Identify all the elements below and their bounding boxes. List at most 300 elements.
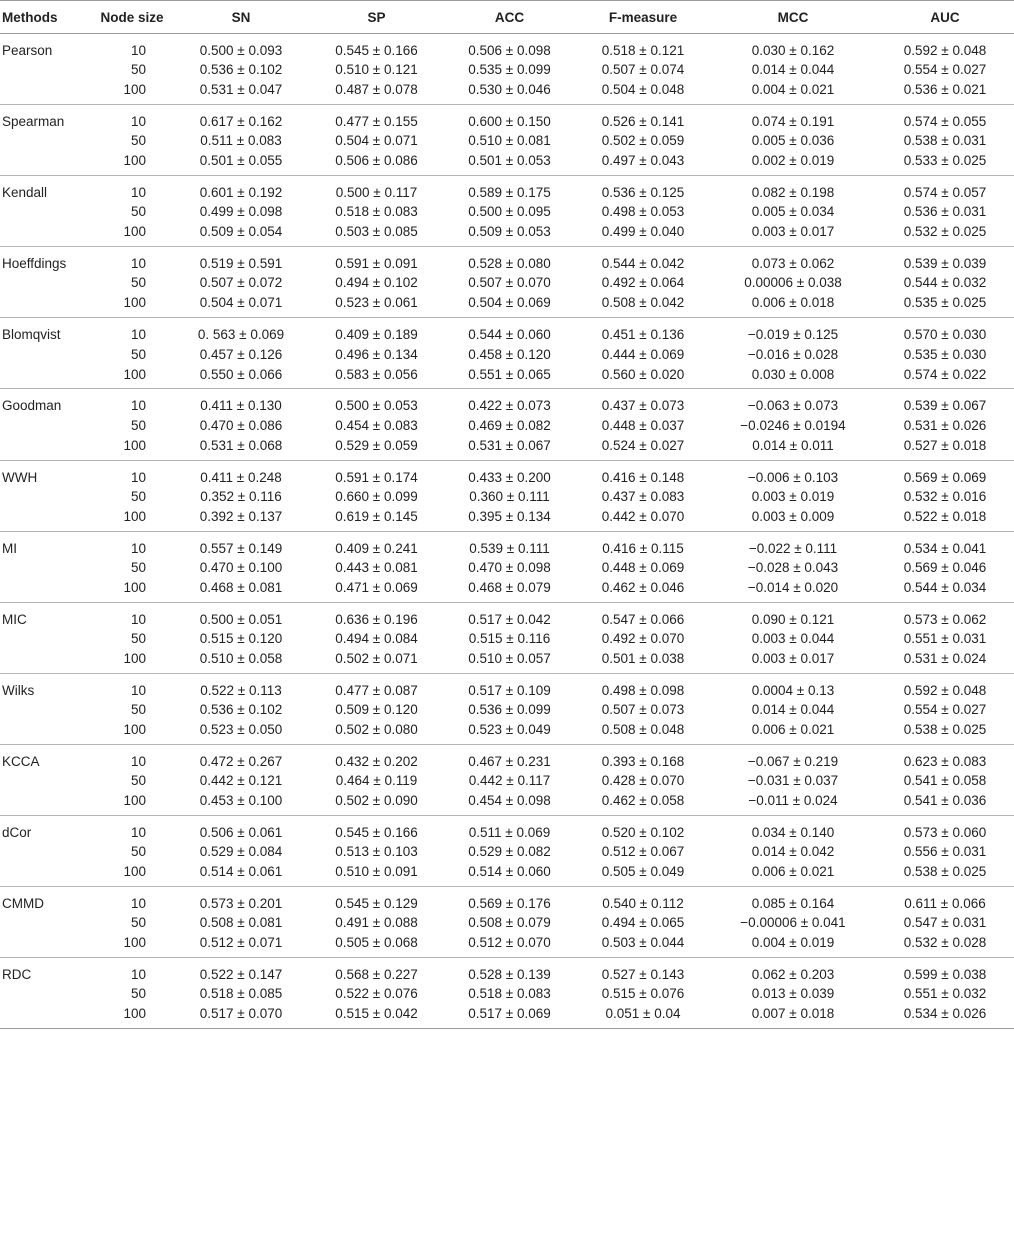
f-measure-cell: 0.448 ± 0.069 [601,559,685,575]
sp-cell: 0.500 ± 0.053 [335,398,418,414]
sn-cell: 0.573 ± 0.201 [199,896,283,912]
table-row [0,934,1014,957]
f-measure-cell: 0.508 ± 0.042 [601,295,685,311]
auc-cell: 0.539 ± 0.039 [903,256,987,272]
f-measure-cell: 0.492 ± 0.064 [601,275,685,291]
f-measure-cell: 0.462 ± 0.046 [601,579,685,595]
sn-cell: 0.508 ± 0.081 [199,915,283,931]
f-measure-cell: 0.499 ± 0.040 [601,224,685,240]
mcc-cell: 0.003 ± 0.009 [751,508,835,524]
sn-cell: 0.411 ± 0.248 [200,469,282,485]
acc-cell: 0.454 ± 0.098 [468,793,551,809]
f-measure-cell: 0.494 ± 0.065 [601,915,685,931]
auc-cell: 0.538 ± 0.025 [903,864,987,880]
f-measure-cell: 0.448 ± 0.037 [601,417,685,433]
header-row [0,1,1014,34]
table-row [0,840,1014,863]
acc-cell: 0.504 ± 0.069 [468,295,551,311]
node-size-cell: 100 [123,722,146,738]
method-name-cell [0,698,92,721]
f-measure-cell: 0.502 ± 0.059 [601,133,685,149]
sp-cell: 0.510 ± 0.091 [335,864,418,880]
auc-cell: 0.544 ± 0.032 [903,275,987,291]
node-size-cell: 50 [130,773,146,789]
f-measure-cell: 0.540 ± 0.112 [602,896,684,912]
table-row [0,318,1014,343]
method-name-cell [0,911,92,934]
mcc-cell: 0.002 ± 0.019 [751,153,835,169]
sn-cell: 0.531 ± 0.068 [199,437,283,453]
acc-cell: 0.514 ± 0.060 [468,864,551,880]
auc-cell: 0.574 ± 0.022 [903,366,987,382]
auc-cell: 0.623 ± 0.083 [903,753,987,769]
method-group [0,602,1014,673]
method-name-cell: MI [2,540,17,556]
method-name-cell [0,863,92,886]
f-measure-cell: 0.437 ± 0.073 [601,398,685,414]
mcc-cell: −0.0246 ± 0.0194 [740,417,846,433]
method-name-cell [0,342,92,365]
mcc-cell: 0.013 ± 0.039 [751,986,835,1002]
f-measure-cell: 0.518 ± 0.121 [601,43,685,58]
method-name-cell [0,81,92,104]
sp-cell: 0.518 ± 0.083 [335,204,418,220]
sn-cell: 0.442 ± 0.121 [199,773,283,789]
table-row [0,721,1014,744]
method-name-cell [0,769,92,792]
node-size-cell: 10 [130,469,146,485]
table-row [0,295,1014,318]
sn-cell: 0.468 ± 0.081 [199,579,283,595]
mcc-cell: 0.006 ± 0.021 [751,722,835,738]
mcc-cell: 0.082 ± 0.198 [751,185,835,201]
sp-cell: 0.496 ± 0.134 [335,346,418,362]
node-size-cell: 10 [130,398,146,414]
table-row [0,579,1014,602]
sn-cell: 0.512 ± 0.071 [199,935,283,951]
method-group [0,531,1014,602]
table-row [0,958,1014,983]
node-size-cell: 100 [123,1006,146,1022]
sp-cell: 0.409 ± 0.189 [335,327,418,343]
acc-cell: 0.517 ± 0.109 [468,682,551,698]
acc-cell: 0.442 ± 0.117 [468,773,551,789]
f-measure-cell: 0.504 ± 0.048 [601,82,685,98]
mcc-cell: 0.003 ± 0.017 [751,224,835,240]
table-row [0,816,1014,841]
method-name-cell [0,792,92,815]
sn-cell: 0.352 ± 0.116 [200,488,282,504]
sp-cell: 0.494 ± 0.102 [335,275,418,291]
auc-cell: 0.574 ± 0.055 [903,114,987,130]
method-group [0,34,1014,105]
node-size-cell: 100 [123,793,146,809]
f-measure-cell: 0.498 ± 0.098 [601,682,685,698]
sn-cell: 0.550 ± 0.066 [199,366,283,382]
mcc-cell: 0.034 ± 0.140 [751,825,835,841]
mcc-cell: 0.005 ± 0.036 [751,133,835,149]
acc-cell: 0.468 ± 0.079 [468,579,551,595]
table-row [0,58,1014,81]
method-name-cell [0,982,92,1005]
node-size-cell: 50 [130,417,146,433]
node-size-cell: 100 [123,224,146,240]
method-name-cell: Blomqvist [2,327,61,343]
mcc-cell: 0.030 ± 0.008 [751,366,835,382]
table-row [0,460,1014,485]
method-group [0,887,1014,958]
f-measure-cell: 0.416 ± 0.115 [602,540,684,556]
sn-cell: 0.504 ± 0.071 [199,295,283,311]
mcc-cell: 0.004 ± 0.021 [751,82,835,98]
table-row [0,223,1014,246]
mcc-cell: −0.011 ± 0.024 [748,793,838,809]
acc-cell: 0.467 ± 0.231 [468,753,551,769]
auc-cell: 0.551 ± 0.031 [903,630,987,646]
auc-cell: 0.535 ± 0.025 [903,295,987,311]
f-measure-cell: 0.524 ± 0.027 [601,437,685,453]
method-name-cell: Pearson [2,43,53,58]
mcc-cell: 0.014 ± 0.044 [751,62,835,78]
acc-cell: 0.506 ± 0.098 [468,43,551,58]
acc-cell: 0.433 ± 0.200 [468,469,551,485]
sp-cell: 0.454 ± 0.083 [335,417,418,433]
sp-cell: 0.502 ± 0.090 [335,793,418,809]
table-row [0,887,1014,912]
node-size-cell: 50 [130,559,146,575]
sn-cell: 0.511 ± 0.083 [200,133,282,149]
f-measure-cell: 0.520 ± 0.102 [601,825,685,841]
sn-cell: 0.392 ± 0.137 [199,508,283,524]
acc-cell: 0.544 ± 0.060 [468,327,551,343]
method-group [0,744,1014,815]
sn-cell: 0.517 ± 0.070 [199,1006,283,1022]
sp-cell: 0.510 ± 0.121 [335,62,418,78]
acc-cell: 0.511 ± 0.069 [468,825,551,841]
mcc-cell: 0.005 ± 0.034 [751,204,835,220]
sn-cell: 0.453 ± 0.100 [199,793,283,809]
mcc-cell: 0.074 ± 0.191 [751,114,835,130]
acc-cell: 0.589 ± 0.175 [468,185,551,201]
mcc-cell: 0.004 ± 0.019 [751,935,835,951]
f-measure-cell: 0.507 ± 0.073 [601,701,685,717]
table-row [0,389,1014,414]
f-measure-cell: 0.393 ± 0.168 [601,753,685,769]
sp-cell: 0.432 ± 0.202 [335,753,418,769]
sp-cell: 0.545 ± 0.166 [335,825,418,841]
acc-cell: 0.523 ± 0.049 [468,722,551,738]
method-group [0,816,1014,887]
table-row [0,744,1014,769]
mcc-cell: −0.006 ± 0.103 [747,469,839,485]
sp-cell: 0.464 ± 0.119 [335,773,418,789]
node-size-cell: 10 [130,753,146,769]
sn-cell: 0.519 ± 0.591 [199,256,283,272]
mcc-cell: 0.003 ± 0.044 [751,630,835,646]
method-group [0,176,1014,247]
f-measure-cell: 0.527 ± 0.143 [601,967,685,983]
node-size-cell: 100 [123,935,146,951]
method-name-cell [0,437,92,460]
sp-cell: 0.591 ± 0.091 [335,256,418,272]
auc-cell: 0.539 ± 0.067 [903,398,987,414]
node-size-cell: 10 [130,611,146,627]
mcc-cell: 0.003 ± 0.019 [751,488,835,504]
sp-cell: 0.504 ± 0.071 [335,133,418,149]
acc-cell: 0.458 ± 0.120 [468,346,551,362]
mcc-cell: −0.014 ± 0.020 [747,579,839,595]
column-header-auc: AUC [876,1,1014,34]
auc-cell: 0.534 ± 0.026 [903,1006,987,1022]
table-row [0,650,1014,673]
sp-cell: 0.568 ± 0.227 [335,967,418,983]
auc-cell: 0.527 ± 0.018 [903,437,987,453]
acc-cell: 0.517 ± 0.069 [468,1006,551,1022]
mcc-cell: −0.016 ± 0.028 [747,346,839,362]
f-measure-cell: 0.515 ± 0.076 [601,986,685,1002]
method-name-cell [0,366,92,389]
node-size-cell: 100 [123,579,146,595]
column-header-sp: SP [310,1,443,34]
acc-cell: 0.469 ± 0.082 [468,417,551,433]
method-name-cell [0,840,92,863]
acc-cell: 0.517 ± 0.042 [468,611,551,627]
method-name-cell [0,223,92,246]
auc-cell: 0.599 ± 0.038 [903,967,987,983]
acc-cell: 0.395 ± 0.134 [468,508,551,524]
sn-cell: 0.518 ± 0.085 [199,986,283,1002]
f-measure-cell: 0.497 ± 0.043 [601,153,685,169]
mcc-cell: −0.067 ± 0.219 [747,753,839,769]
acc-cell: 0.539 ± 0.111 [469,540,550,556]
acc-cell: 0.600 ± 0.150 [468,114,551,130]
table-row [0,602,1014,627]
auc-cell: 0.541 ± 0.036 [903,793,987,809]
table-row [0,769,1014,792]
column-header-f-measure: F-measure [576,1,710,34]
f-measure-cell: 0.051 ± 0.04 [605,1006,681,1022]
mcc-cell: 0.014 ± 0.044 [751,701,835,717]
acc-cell: 0.360 ± 0.111 [469,488,550,504]
mcc-cell: 0.007 ± 0.018 [751,1006,835,1022]
mcc-cell: 0.006 ± 0.021 [751,864,835,880]
node-size-cell: 100 [123,82,146,98]
sn-cell: 0.522 ± 0.147 [199,967,283,983]
method-name-cell [0,934,92,957]
sn-cell: 0.536 ± 0.102 [199,62,283,78]
mcc-cell: −0.031 ± 0.037 [747,773,839,789]
method-name-cell: Hoeffdings [2,256,67,272]
node-size-cell: 50 [130,915,146,931]
sp-cell: 0.491 ± 0.088 [335,915,418,931]
node-size-cell: 10 [130,825,146,841]
sp-cell: 0.502 ± 0.080 [335,722,418,738]
sp-cell: 0.583 ± 0.056 [335,366,418,382]
f-measure-cell: 0.560 ± 0.020 [601,366,685,382]
mcc-cell: −0.028 ± 0.043 [747,559,839,575]
method-name-cell: MIC [2,611,27,627]
sp-cell: 0.515 ± 0.042 [335,1006,418,1022]
mcc-cell: 0.003 ± 0.017 [751,650,835,666]
auc-cell: 0.535 ± 0.030 [903,346,987,362]
mcc-cell: −0.022 ± 0.111 [748,540,838,556]
auc-cell: 0.532 ± 0.025 [903,224,987,240]
auc-cell: 0.536 ± 0.021 [903,82,987,98]
method-name-cell: dCor [2,825,32,841]
sn-cell: 0.506 ± 0.061 [199,825,283,841]
table-row [0,792,1014,815]
node-size-cell: 50 [130,62,146,78]
f-measure-cell: 0.462 ± 0.058 [601,793,685,809]
method-name-cell [0,485,92,508]
table-row [0,152,1014,175]
method-name-cell [0,627,92,650]
node-size-cell: 100 [123,508,146,524]
method-name-cell: WWH [2,469,38,485]
node-size-cell: 50 [130,488,146,504]
f-measure-cell: 0.536 ± 0.125 [601,185,685,201]
f-measure-cell: 0.503 ± 0.044 [601,935,685,951]
table-row [0,34,1014,59]
sp-cell: 0.509 ± 0.120 [335,701,418,717]
node-size-cell: 50 [130,346,146,362]
auc-cell: 0.611 ± 0.066 [904,896,986,912]
sp-cell: 0.513 ± 0.103 [335,844,418,860]
method-name-cell [0,129,92,152]
sn-cell: 0.510 ± 0.058 [199,650,283,666]
method-name-cell [0,1006,92,1029]
mcc-cell: 0.030 ± 0.162 [751,43,835,58]
mcc-cell: −0.063 ± 0.073 [747,398,839,414]
auc-cell: 0.538 ± 0.025 [903,722,987,738]
f-measure-cell: 0.512 ± 0.067 [601,844,685,860]
f-measure-cell: 0.428 ± 0.070 [601,773,685,789]
acc-cell: 0.501 ± 0.053 [468,153,551,169]
auc-cell: 0.536 ± 0.031 [903,204,987,220]
acc-cell: 0.512 ± 0.070 [468,935,551,951]
sp-cell: 0.409 ± 0.241 [335,540,418,556]
table-row [0,485,1014,508]
sn-cell: 0.457 ± 0.126 [199,346,283,362]
method-group [0,318,1014,389]
sn-cell: 0.536 ± 0.102 [199,701,283,717]
acc-cell: 0.569 ± 0.176 [468,896,551,912]
sn-cell: 0.500 ± 0.051 [199,611,283,627]
sp-cell: 0.503 ± 0.085 [335,224,418,240]
table-row [0,627,1014,650]
auc-cell: 0.554 ± 0.027 [903,701,987,717]
auc-cell: 0.534 ± 0.041 [903,540,987,556]
node-size-cell: 100 [123,437,146,453]
auc-cell: 0.573 ± 0.060 [903,825,987,841]
auc-cell: 0.532 ± 0.028 [903,935,987,951]
method-name-cell: Goodman [2,398,62,414]
acc-cell: 0.530 ± 0.046 [468,82,551,98]
column-header-acc: ACC [443,1,576,34]
method-name-cell [0,413,92,436]
mcc-cell: 0.00006 ± 0.038 [744,275,842,291]
acc-cell: 0.507 ± 0.070 [468,275,551,291]
method-name-cell: CMMD [2,896,44,912]
table-row [0,200,1014,223]
column-header-methods: Methods [0,1,92,34]
sp-cell: 0.471 ± 0.069 [335,579,418,595]
sn-cell: 0.501 ± 0.055 [199,153,283,169]
method-name-cell: Kendall [2,185,48,201]
acc-cell: 0.510 ± 0.081 [468,133,551,149]
table-row [0,437,1014,460]
method-name-cell [0,721,92,744]
mcc-cell: 0.014 ± 0.011 [752,437,834,453]
method-name-cell [0,200,92,223]
auc-cell: 0.531 ± 0.026 [903,417,987,433]
mcc-cell: 0.090 ± 0.121 [751,611,835,627]
table-row [0,556,1014,579]
sp-cell: 0.506 ± 0.086 [335,153,418,169]
method-name-cell: Wilks [2,682,35,698]
node-size-cell: 10 [130,967,146,983]
mcc-cell: 0.073 ± 0.062 [751,256,835,272]
auc-cell: 0.544 ± 0.034 [903,579,987,595]
acc-cell: 0.531 ± 0.067 [468,437,551,453]
mcc-cell: −0.00006 ± 0.041 [740,915,846,931]
mcc-cell: 0.014 ± 0.042 [751,844,835,860]
f-measure-cell: 0.437 ± 0.083 [601,488,685,504]
f-measure-cell: 0.498 ± 0.053 [601,204,685,220]
table-row [0,105,1014,130]
node-size-cell: 10 [130,114,146,130]
method-name-cell [0,271,92,294]
auc-cell: 0.556 ± 0.031 [903,844,987,860]
node-size-cell: 50 [130,701,146,717]
mcc-cell: −0.019 ± 0.125 [747,327,839,343]
method-name-cell: Spearman [2,114,65,130]
table-row [0,982,1014,1005]
sn-cell: 0.472 ± 0.267 [199,753,283,769]
node-size-cell: 50 [130,844,146,860]
table-header [0,1,1014,34]
table-row [0,247,1014,272]
sn-cell: 0.601 ± 0.192 [199,185,283,201]
acc-cell: 0.510 ± 0.057 [468,650,551,666]
column-header-sn: SN [172,1,310,34]
sp-cell: 0.545 ± 0.129 [335,896,418,912]
auc-cell: 0.532 ± 0.016 [903,488,987,504]
method-group [0,247,1014,318]
sn-cell: 0.470 ± 0.086 [199,417,283,433]
f-measure-cell: 0.416 ± 0.148 [601,469,685,485]
sp-cell: 0.529 ± 0.059 [335,437,418,453]
acc-cell: 0.536 ± 0.099 [468,701,551,717]
column-header-mcc: MCC [710,1,876,34]
auc-cell: 0.569 ± 0.069 [903,469,987,485]
table-row [0,863,1014,886]
auc-cell: 0.531 ± 0.024 [903,650,987,666]
sn-cell: 0. 563 ± 0.069 [197,327,285,343]
auc-cell: 0.569 ± 0.046 [903,559,987,575]
sn-cell: 0.514 ± 0.061 [199,864,283,880]
table-row [0,1006,1014,1029]
table-row [0,531,1014,556]
auc-cell: 0.547 ± 0.031 [903,915,987,931]
node-size-cell: 10 [130,185,146,201]
node-size-cell: 10 [130,256,146,272]
node-size-cell: 10 [130,540,146,556]
acc-cell: 0.500 ± 0.095 [468,204,551,220]
method-group [0,460,1014,531]
mcc-cell: 0.085 ± 0.164 [751,896,835,912]
table-row [0,698,1014,721]
